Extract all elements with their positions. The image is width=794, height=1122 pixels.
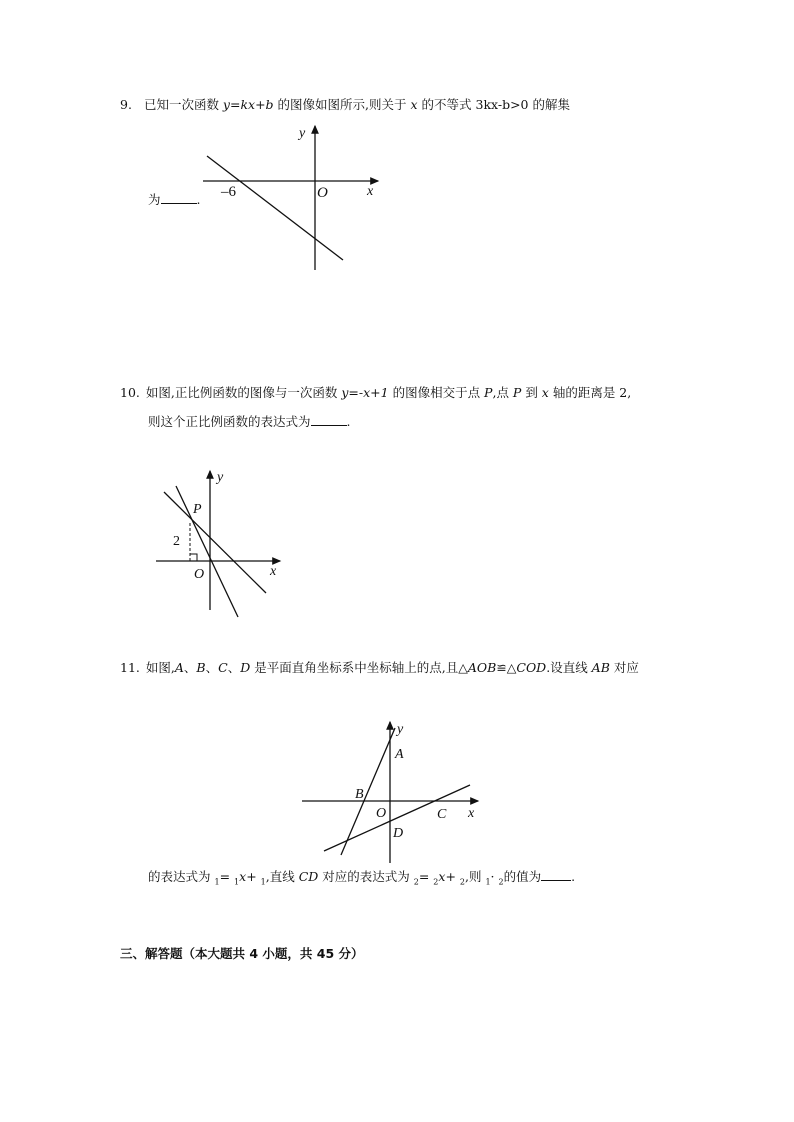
- point-c-label: C: [437, 807, 447, 822]
- q11-figure: [298, 718, 498, 863]
- y-label: y: [217, 470, 224, 485]
- answer-blank[interactable]: [311, 413, 347, 426]
- q10-text-line1: 10. 如图,正比例函数的图像与一次函数 y=-x+1 的图像相交于点 P,点 P 到 x 轴的距离是 2,: [120, 385, 632, 400]
- y-label: y: [299, 126, 306, 141]
- point-b-label: B: [355, 787, 364, 802]
- point-d-label: D: [393, 826, 404, 841]
- x-label: x: [468, 806, 475, 821]
- q11-text-line2: 的表达式为 $_1$= $_1$x+ $_1$,直线 CD 对应的表达式为 $_2$= $_2$x+ $_2$,则 $_1$· $_2$的值为 .: [148, 869, 576, 887]
- function-line: [207, 156, 343, 260]
- intercept-label: –6: [221, 184, 236, 200]
- q10-number: 10.: [120, 385, 140, 400]
- x-label: x: [367, 184, 374, 199]
- origin-label: O: [376, 806, 387, 821]
- distance-label: 2: [173, 534, 180, 549]
- x-label: x: [270, 564, 277, 579]
- answer-blank[interactable]: [161, 191, 197, 204]
- q9-answer-line: 为 .: [148, 192, 201, 207]
- right-angle-mark: [190, 554, 197, 561]
- answer-blank[interactable]: [541, 868, 571, 881]
- q11-number: 11.: [120, 660, 140, 675]
- proportional-function-line: [176, 486, 238, 617]
- q9-figure: [195, 120, 395, 280]
- origin-label: O: [317, 185, 328, 201]
- line-ab: [341, 728, 395, 855]
- point-p-label: P: [193, 502, 202, 517]
- line-cd: [324, 785, 470, 851]
- point-a-label: A: [395, 747, 404, 762]
- q9-number: 9.: [120, 97, 132, 112]
- q10-text-line2: 则这个正比例函数的表达式为 .: [148, 414, 351, 429]
- origin-label: O: [194, 567, 205, 582]
- q9-text: 9. 已知一次函数 y=kx+b 的图像如图所示,则关于 x 的不等式 3kx-b>0 的解集: [120, 97, 570, 112]
- q11-text-line1: 11. 如图,A、B、C、D 是平面直角坐标系中坐标轴上的点,且△AOB≌△COD.设直线 AB 对应: [120, 660, 639, 675]
- y-label: y: [397, 722, 404, 737]
- section-3-heading: 三、解答题（本大题共 4 小题，共 45 分）: [120, 946, 364, 961]
- q10-figure: [150, 465, 290, 615]
